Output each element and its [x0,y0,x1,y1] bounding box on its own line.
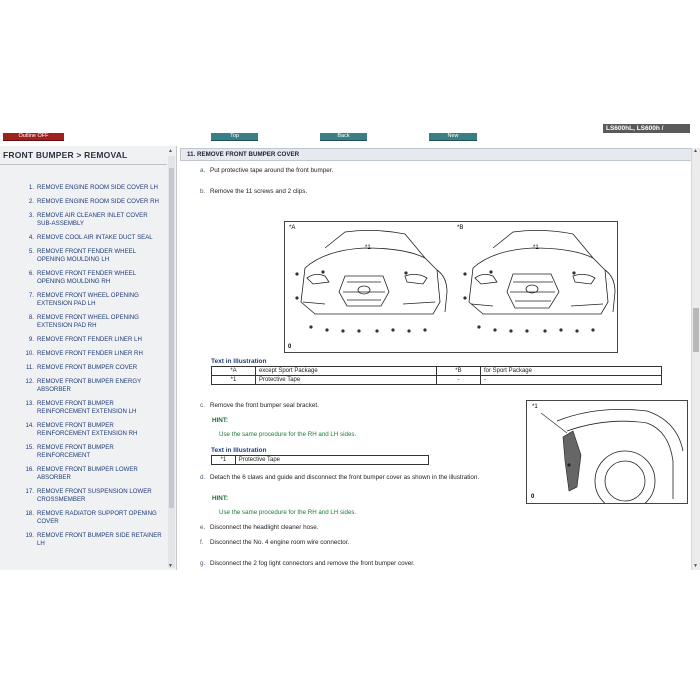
sidebar-item[interactable] [0,248,166,264]
section-title: 11. REMOVE FRONT BUMPER COVER [180,148,694,161]
step-f [200,539,349,547]
sidebar-item[interactable] [0,532,166,548]
figure-callout-1: *1 [365,245,371,251]
sidebar-item-number: 2. [28,198,34,205]
sidebar-item-number: 6. [28,270,34,277]
sidebar-item-number: 13. [25,400,34,407]
step-letter: g. [200,560,206,567]
legend-row [212,367,662,376]
legend-cell: *1 [212,376,256,385]
sidebar-item[interactable] [0,350,166,358]
illustration-title: Text in Illustration [211,447,267,454]
sidebar-item-label: REMOVE FRONT BUMPER REINFORCEMENT EXTENSION RH [37,422,138,437]
sidebar-item-label: REMOVE FRONT BUMPER REINFORCEMENT [37,444,114,459]
figure-callout-1: *1 [533,245,539,251]
sidebar-item-label: REMOVE FRONT BUMPER COVER [37,364,138,371]
step-text: Detach the 6 claws and guide and disconnect the front bumper cover as shown in the illustration. [210,474,480,481]
sidebar-item-label: REMOVE FRONT FENDER WHEEL OPENING MOULDING RH [37,270,136,285]
figure-label-b: *B [457,225,464,231]
illustration-title: Text in Illustration [211,358,267,365]
sidebar-item-number: 19. [25,532,34,539]
step-e [200,524,319,532]
sidebar-item-label: REMOVE FRONT WHEEL OPENING EXTENSION PAD RH [37,314,139,329]
sidebar-title: FRONT BUMPER > REMOVAL [3,150,128,160]
sidebar-item-label: REMOVE FRONT SUSPENSION LOWER CROSSMEMBER [37,488,152,503]
fender-drawing [527,401,687,503]
step-letter: d. [200,474,206,481]
figure-corner-mark: 0 [531,494,535,500]
sidebar-item[interactable] [0,234,166,242]
sidebar-item[interactable] [0,364,166,372]
legend-row [212,376,662,385]
sidebar-item[interactable] [0,314,166,330]
sidebar-item-label: REMOVE ENGINE ROOM SIDE COVER RH [37,198,159,205]
step-text: Put protective tape around the front bumper. [210,167,334,174]
step-letter: c. [200,402,205,409]
legend-cell: except Sport Package [255,367,436,376]
sidebar-list [0,184,166,554]
hint-text: Use the same procedure for the RH and LH sides. [219,509,357,516]
sidebar-item[interactable] [0,198,166,206]
sidebar-item-number: 17. [25,488,34,495]
step-d [200,474,500,482]
legend-cell: Protective Tape [235,456,428,465]
sidebar-item[interactable] [0,400,166,416]
sidebar-item-number: 1. [28,184,34,191]
sidebar-item-number: 15. [25,444,34,451]
bumper-seal-illustration [526,400,688,504]
sidebar-item-number: 14. [25,422,34,429]
step-letter: f. [200,539,204,546]
sidebar-item-label: REMOVE FRONT FENDER LINER LH [37,336,142,343]
legend-cell: *A [212,367,256,376]
outline-toggle-button[interactable]: Outline OFF [3,133,64,141]
sidebar-item-label: REMOVE FRONT WHEEL OPENING EXTENSION PAD LH [37,292,139,307]
step-text: Remove the 11 screws and 2 clips. [210,188,308,195]
legend-table [211,455,429,465]
step-c [200,402,319,410]
content-scroll-down-arrow-icon[interactable]: ▼ [693,563,698,569]
legend-cell: for Sport Package [480,367,661,376]
figure-callout-1: *1 [532,404,538,410]
bumper-illustration [284,221,618,353]
sidebar-item[interactable] [0,466,166,482]
legend-cell: Protective Tape [255,376,436,385]
sidebar-item[interactable] [0,212,166,228]
back-button[interactable]: Back [320,133,367,141]
content-scroll-thumb[interactable] [693,308,699,352]
sidebar-item-number: 18. [25,510,34,517]
legend-cell: - [436,376,480,385]
step-a [200,167,333,175]
sidebar-item-number: 4. [28,234,34,241]
content-scrollbar[interactable] [691,148,700,570]
content-pane [179,146,700,570]
sidebar-item-label: REMOVE FRONT BUMPER LOWER ABSORBER [37,466,138,481]
step-text: Remove the front bumper seal bracket. [210,402,319,409]
sidebar-scroll-thumb[interactable] [169,168,174,508]
figure-corner-mark: 0 [288,344,292,350]
sidebar-item-number: 8. [28,314,34,321]
legend-cell: - [480,376,661,385]
sidebar-item[interactable] [0,488,166,504]
sidebar-divider [0,164,167,165]
step-letter: a. [200,167,206,174]
step-b [200,188,307,196]
toolbar [0,131,700,143]
sidebar-item-label: REMOVE ENGINE ROOM SIDE COVER LH [37,184,158,191]
scroll-up-arrow-icon[interactable]: ▲ [168,148,173,154]
sidebar-item-label: REMOVE AIR CLEANER INLET COVER SUB-ASSEMBLY [37,212,148,227]
sidebar-item[interactable] [0,292,166,308]
step-g [200,560,415,568]
new-button[interactable]: New [429,133,477,141]
sidebar-item-number: 11. [25,364,34,371]
sidebar-item-label: REMOVE FRONT BUMPER REINFORCEMENT EXTENSION LH [37,400,137,415]
sidebar-item-number: 12. [25,378,34,385]
sidebar-item[interactable] [0,444,166,460]
scroll-down-arrow-icon[interactable]: ▼ [168,563,173,569]
sidebar-item-label: REMOVE FRONT FENDER LINER RH [37,350,143,357]
sidebar-item-number: 16. [25,466,34,473]
sidebar-item[interactable] [0,510,166,526]
hint-text: Use the same procedure for the RH and LH sides. [219,431,357,438]
hint-label: HINT: [212,417,229,424]
sidebar-item[interactable] [0,336,166,344]
hint-label: HINT: [212,495,229,502]
step-text: Disconnect the 2 fog light connectors and remove the front bumper cover. [210,560,415,567]
step-text: Disconnect the No. 4 engine room wire connector. [210,539,350,546]
sidebar-item[interactable] [0,378,166,394]
sidebar-item-number: 5. [28,248,34,255]
sidebar-item-label: REMOVE FRONT BUMPER SIDE RETAINER LH [37,532,162,547]
sidebar-item-label: REMOVE RADIATOR SUPPORT OPENING COVER [37,510,157,525]
step-letter: e. [200,524,206,531]
legend-row [212,456,429,465]
legend-cell: *1 [212,456,236,465]
bumper-drawing [285,222,617,352]
sidebar-item[interactable] [0,422,166,438]
sidebar-item[interactable] [0,270,166,286]
legend-cell: *B [436,367,480,376]
sidebar-item-label: REMOVE FRONT BUMPER ENERGY ABSORBER [37,378,142,393]
sidebar-item-number: 7. [28,292,34,299]
sidebar-item-label: REMOVE FRONT FENDER WHEEL OPENING MOULDING LH [37,248,136,263]
step-letter: b. [200,188,206,195]
content-scroll-up-arrow-icon[interactable]: ▲ [693,148,698,154]
sidebar [0,146,177,570]
sidebar-scrollbar[interactable] [168,156,175,568]
sidebar-item[interactable] [0,184,166,192]
sidebar-item-number: 9. [28,336,34,343]
sidebar-item-number: 3. [28,212,34,219]
model-badge: LS600hL, LS600h / [603,124,690,133]
figure-label-a: *A [289,225,296,231]
legend-table [211,366,662,385]
step-text: Disconnect the headlight cleaner hose. [210,524,319,531]
sidebar-item-label: REMOVE COOL AIR INTAKE DUCT SEAL [37,234,153,241]
sidebar-item-number: 10. [25,350,34,357]
top-button[interactable]: Top [211,133,258,141]
